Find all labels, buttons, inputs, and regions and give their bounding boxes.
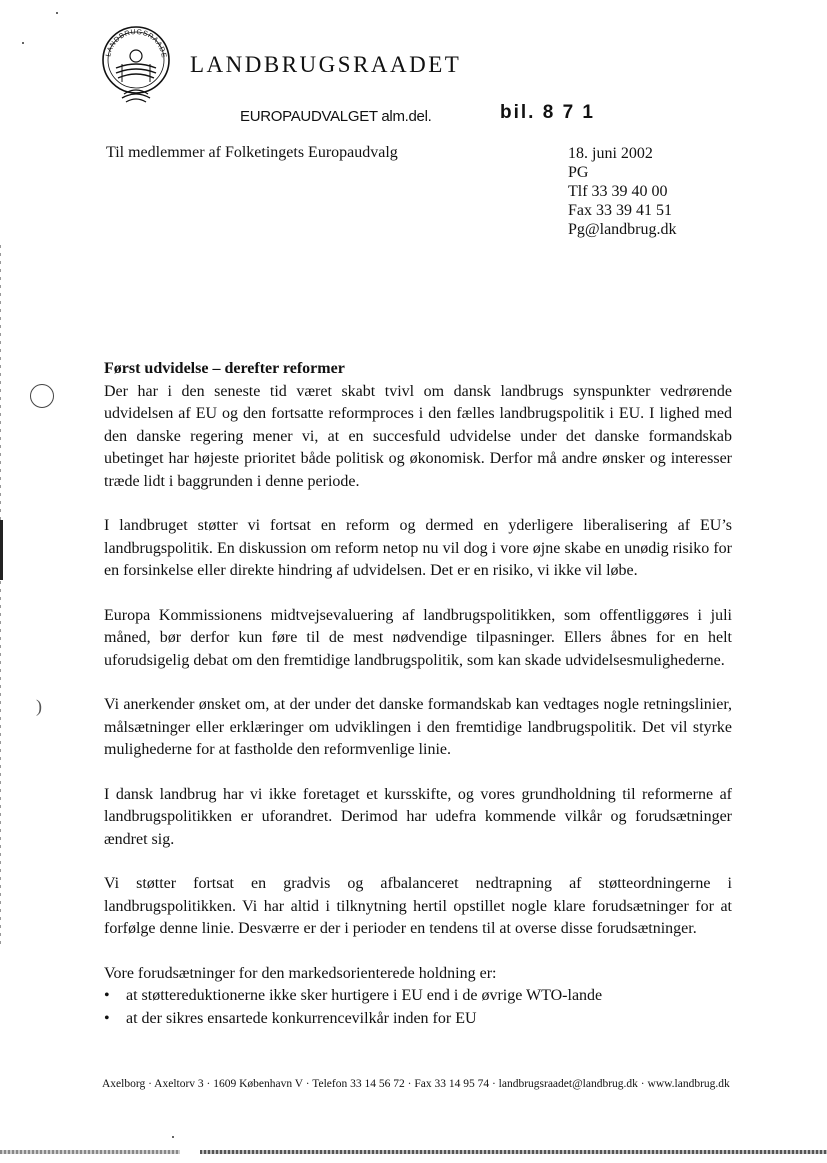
svg-text:LANDBRUGSRAADET: [100, 24, 167, 59]
scan-speck: [56, 12, 58, 14]
fax-number: Fax 33 39 41 51: [568, 202, 672, 219]
section-heading: Først udvidelse – derefter reformer: [104, 360, 345, 377]
letter-meta: [568, 144, 677, 239]
scan-mark: ): [36, 696, 42, 716]
list-item: [104, 985, 732, 1008]
list-intro: Vore forudsætninger for den markedsorienterede holdning er:: [104, 964, 497, 982]
addressee-line: Til medlemmer af Folketingets Europaudvalg: [106, 144, 398, 161]
body-paragraph: I dansk landbrug har vi ikke foretaget et kursskifte, og vores grundholdning til reformerne af landbrugspolitikken er uforandret. Derimod har udefra kommende vilkår og forudsætninger ændret sig.: [104, 785, 732, 848]
scan-edge-dashes: [0, 245, 1, 945]
phone-number: Tlf 33 39 40 00: [568, 183, 668, 200]
scan-bottom-edge: [0, 1150, 180, 1154]
bullet-icon: •: [104, 987, 110, 1004]
body-paragraph: Vi støtter fortsat en gradvis og afbalanceret nedtrapning af støtteordningerne i landbrugspolitikken. Vi har altid i tilknytning hertil opstillet nogle klare forudsætninger for at forfølge denne linie. Desværre er der i perioder en tendens til at overse disse forudsætninger.: [104, 875, 732, 937]
org-logo: [100, 24, 172, 104]
email-address: Pg@landbrug.dk: [568, 221, 677, 238]
list-item: [104, 1008, 732, 1031]
body-paragraph: Europa Kommissionens midtvejsevaluering af landbrugspolitikken, som offentliggøres i juli måned, bør derfor kun føre til de mest nødvendige tilpasninger. Ellers åbnes for en helt uforudsigelig debat om den fremtidige landbrugspolitik, som kan skade udvidelsesmulighederne.: [104, 606, 732, 669]
letter-body: [104, 358, 732, 1030]
logo-arc-text: LANDBRUGSRAADE: [105, 28, 168, 59]
landbrugsraadet-seal-icon: [100, 24, 172, 104]
list-item-text: at støttereduktionerne ikke sker hurtigere i EU end i de øvrige WTO-lande: [126, 987, 603, 1004]
scan-speck: [172, 1136, 174, 1138]
body-paragraph: Vi anerkender ønsket om, at der under det danske formandskab kan vedtages nogle retningslinier, målsætninger eller erklæringer om udviklingen i den fremtidige landbrugspolitik. Det vil styrke mulighederne for at fastholde den reformvenlige linie.: [104, 696, 732, 758]
bullet-icon: •: [104, 1009, 110, 1027]
punch-hole-mark: [30, 384, 54, 408]
scan-bottom-edge: [200, 1150, 827, 1154]
document-reference: bil. 8 7 1: [500, 102, 595, 123]
letter-date: 18. juni 2002: [568, 145, 653, 162]
sender-initials: PG: [568, 164, 589, 181]
scan-speck: [22, 42, 24, 44]
list-item-text: at der sikres ensartede konkurrencevilkår inden for EU: [126, 1009, 477, 1027]
scan-edge-mark: [0, 520, 3, 580]
letterhead-footer: Axelborg · Axeltorv 3 · 1609 København V · Telefon 33 14 56 72 · Fax 33 14 95 74 · landbrugsraadet@landbrug.dk · www.landbrug.dk: [102, 1078, 730, 1090]
body-paragraph: Der har i den seneste tid været skabt tvivl om dansk landbrugs synspunkter vedrørende udvidelsen af EU og den fortsatte reformproces i den fælles landbrugspolitik i EU. I lighed med den danske regering mener vi, at en succesfuld udvidelse under det danske formandskab ubetinget har højeste prioritet både politisk og økonomisk. Derfor må andre ønsker og interesser træde lidt i baggrunden i denne periode.: [104, 382, 732, 490]
org-name: LANDBRUGSRAADET: [190, 52, 462, 77]
conditions-list: [104, 985, 732, 1030]
committee-stamp: EUROPAUDVALGET alm.del.: [240, 108, 432, 125]
body-paragraph: I landbruget støtter vi fortsat en reform og dermed en yderligere liberalisering af EU’s landbrugspolitik. En diskussion om reform netop nu vil dog i vore øjne skabe en unødig risiko for en forsinkelse eller direkte hindring af udvidelsen. Det er en risiko, vi ikke vil løbe.: [104, 517, 732, 579]
